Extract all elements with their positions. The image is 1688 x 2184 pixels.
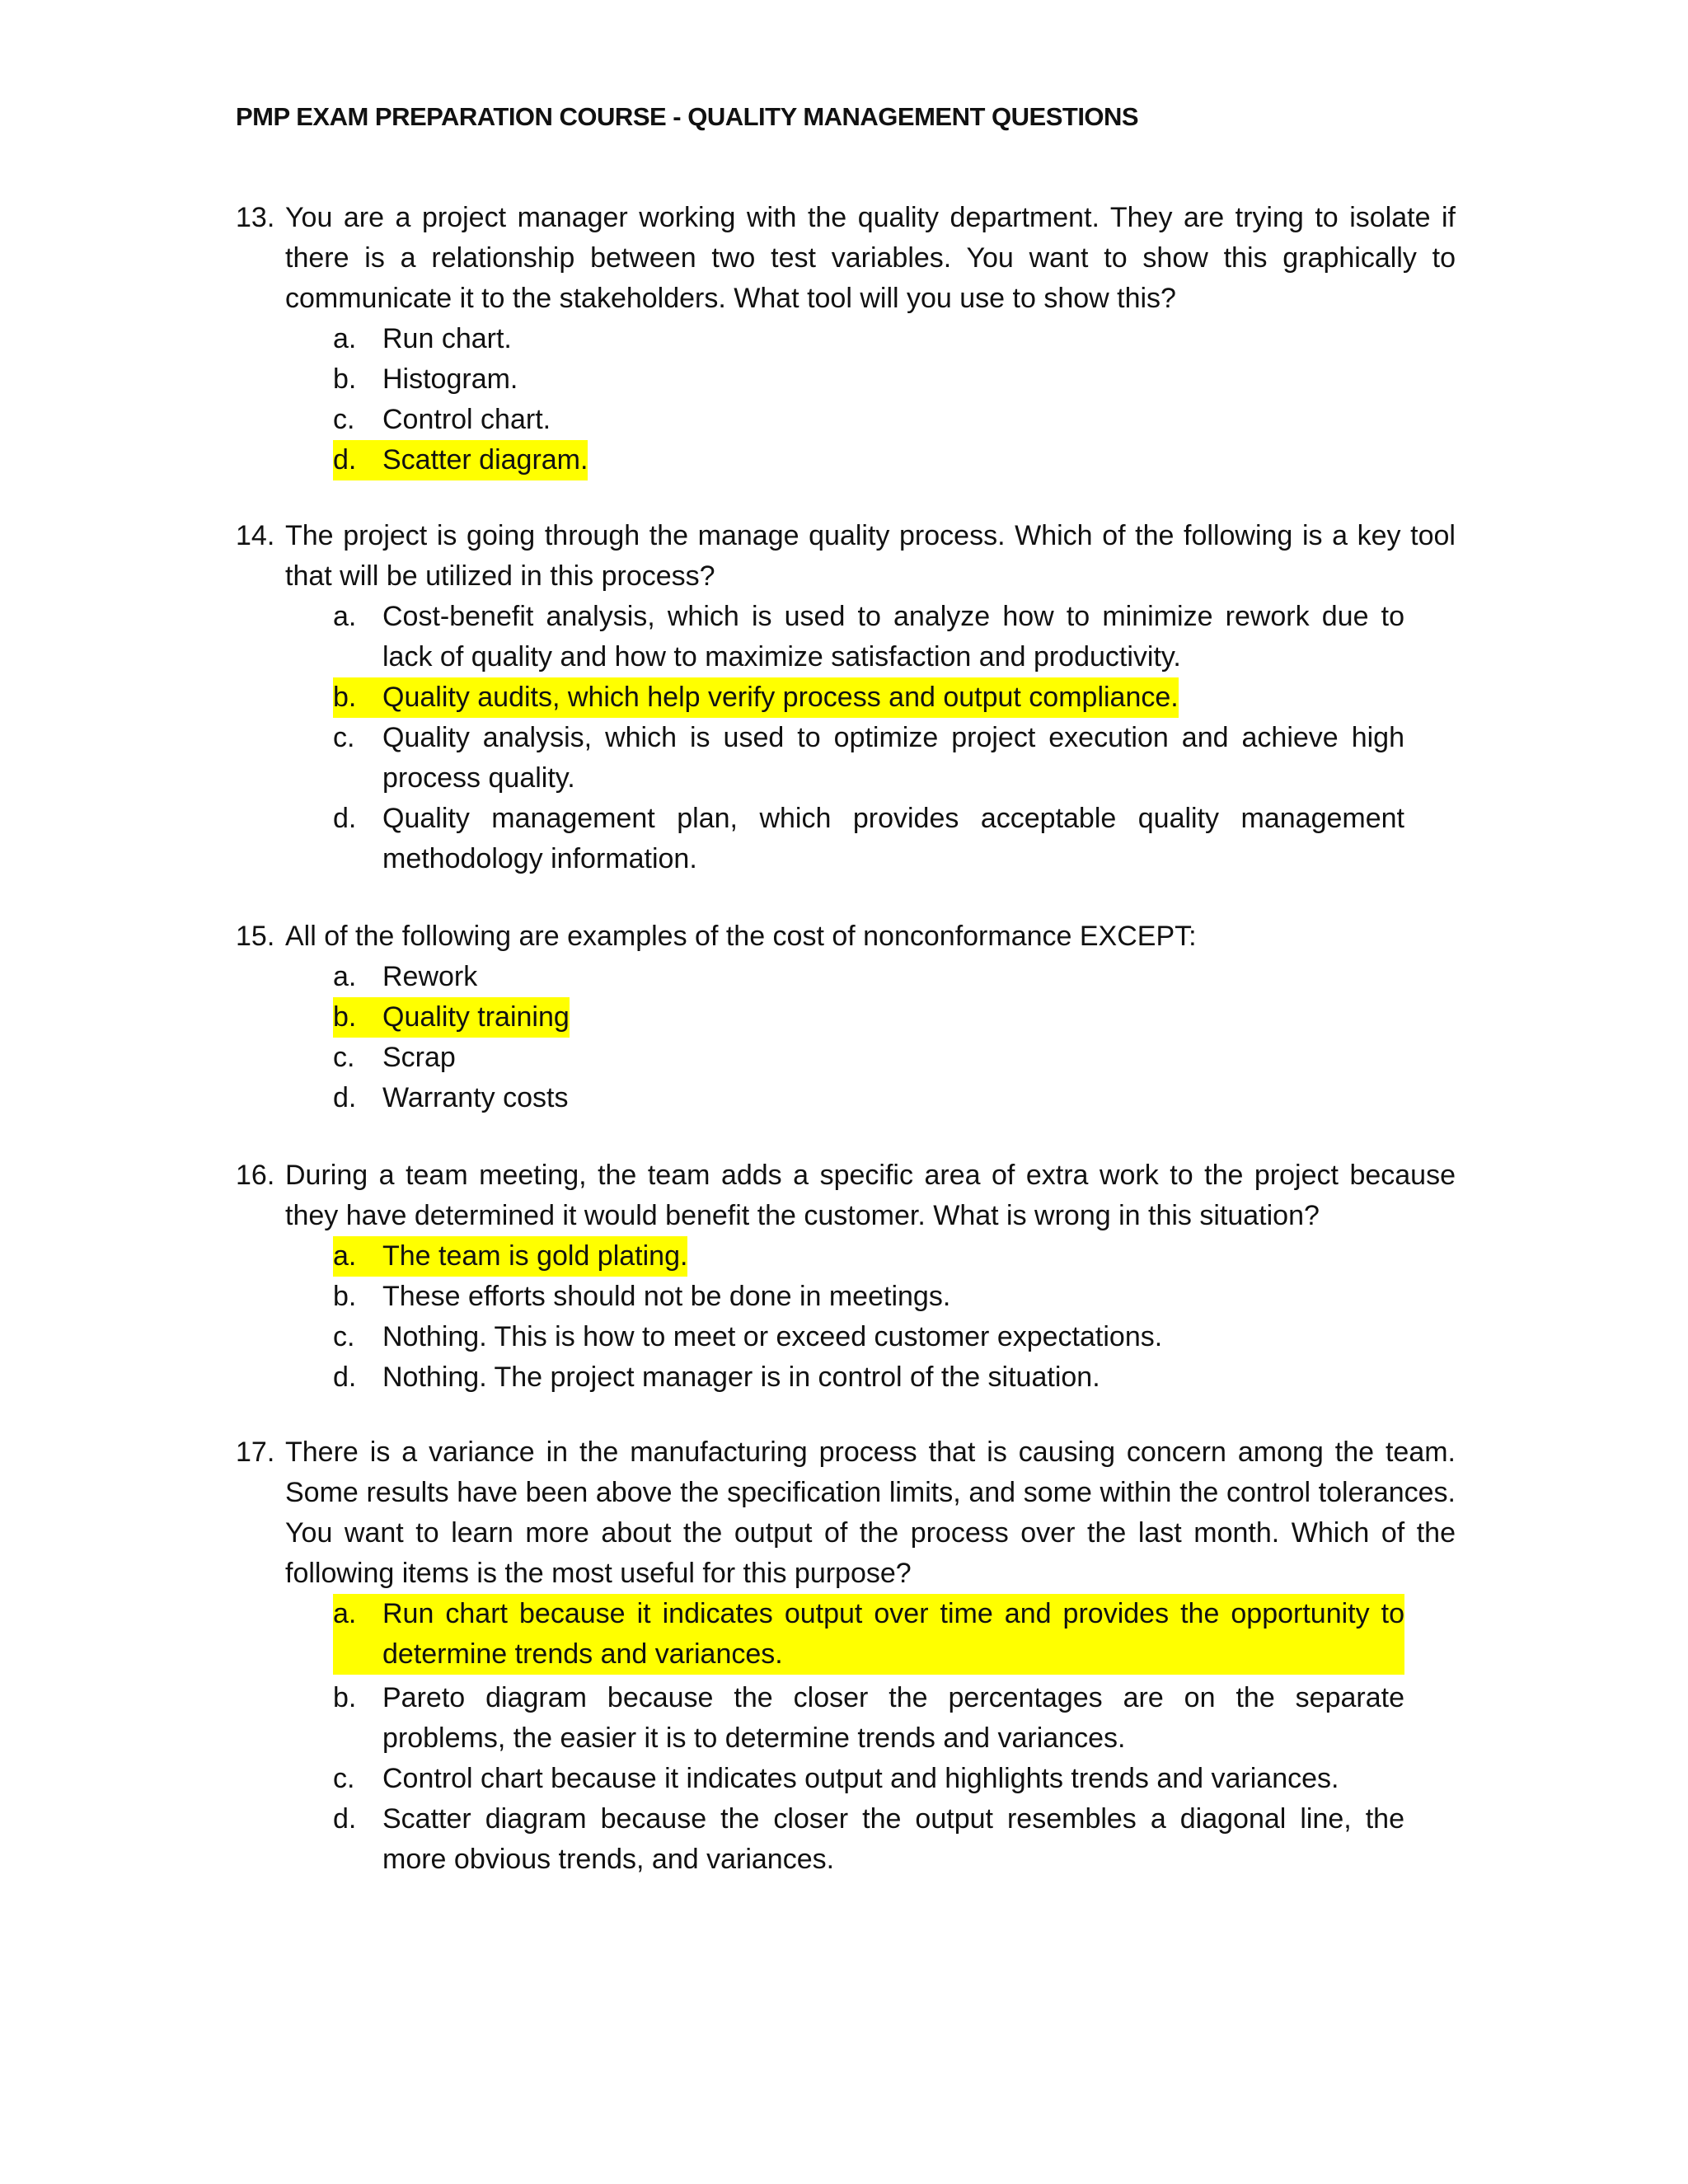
question-stem <box>236 1155 1456 1236</box>
answer-options <box>333 1236 1404 1398</box>
option-text: Run chart because it indicates output over time and provides the opportunity to determine trends and variances. <box>382 1598 1404 1670</box>
question-text: You are a project manager working with the quality department. They are trying to isolate if there is a relationship between two test variables. You want to show this graphically to communicate it to the stakeholders. What tool will you use to show this? <box>285 202 1456 314</box>
question-number: 15. <box>236 921 275 952</box>
option-text: Nothing. The project manager is in control of the situation. <box>382 1361 1100 1393</box>
answer-options <box>333 1594 1404 1880</box>
option-text: Control chart. <box>382 404 551 435</box>
answer-option <box>333 957 1404 997</box>
option-text: Cost-benefit analysis, which is used to analyze how to minimize rework due to lack of quality and how to maximize satisfaction and productivity. <box>382 601 1404 673</box>
answer-option <box>333 400 1404 440</box>
answer-options <box>333 319 1404 480</box>
question-14 <box>236 516 1456 879</box>
option-text: Warranty costs <box>382 1082 569 1113</box>
question-text: There is a variance in the manufacturing process that is causing concern among the team. Some results have been above the specification limits, and some within the control tolerances. You want to learn more about the output of the process over the last month. Which of the following items is the most useful for this purpose? <box>285 1436 1456 1589</box>
answer-option <box>333 1357 1404 1398</box>
answer-option <box>333 1759 1404 1799</box>
option-text: Run chart. <box>382 323 512 354</box>
option-text: Histogram. <box>382 363 518 395</box>
option-text: Quality management plan, which provides acceptable quality management methodology information. <box>382 803 1404 874</box>
question-stem <box>236 198 1456 319</box>
option-letter: b. <box>333 682 357 713</box>
option-letter: d. <box>333 1361 357 1393</box>
option-letter: c. <box>333 1763 355 1794</box>
option-text: Rework <box>382 961 478 992</box>
answer-option <box>333 1277 1404 1317</box>
option-text: The team is gold plating. <box>382 1240 688 1272</box>
option-letter: b. <box>333 1281 357 1312</box>
answer-option <box>333 597 1404 677</box>
option-text: Quality audits, which help verify process and output compliance. <box>382 682 1179 713</box>
question-number: 13. <box>236 202 275 233</box>
option-text: Quality analysis, which is used to optimize project execution and achieve high process quality. <box>382 722 1404 794</box>
answer-option <box>333 1678 1404 1759</box>
question-16 <box>236 1155 1456 1398</box>
option-letter: c. <box>333 1321 355 1352</box>
option-letter: a. <box>333 323 357 354</box>
option-letter: a. <box>333 601 357 632</box>
answer-option-highlighted <box>333 997 570 1038</box>
answer-option <box>333 359 1404 400</box>
option-letter: c. <box>333 722 355 753</box>
option-letter: d. <box>333 803 357 834</box>
question-stem <box>236 516 1456 597</box>
option-letter: d. <box>333 1803 357 1835</box>
answer-option <box>333 718 1404 799</box>
option-text: Scrap <box>382 1042 456 1073</box>
option-letter: b. <box>333 1682 357 1713</box>
option-letter: b. <box>333 1001 357 1033</box>
option-letter: a. <box>333 961 357 992</box>
question-number: 16. <box>236 1160 275 1191</box>
answer-option <box>333 799 1404 879</box>
question-13 <box>236 198 1456 480</box>
question-text: All of the following are examples of the cost of nonconformance EXCEPT: <box>285 921 1197 952</box>
option-text: Scatter diagram because the closer the output resembles a diagonal line, the more obvious trends, and variances. <box>382 1803 1404 1875</box>
answer-option <box>333 1799 1404 1880</box>
option-letter: d. <box>333 1082 357 1113</box>
option-text: Pareto diagram because the closer the percentages are on the separate problems, the easier it is to determine trends and variances. <box>382 1682 1404 1754</box>
option-letter: a. <box>333 1240 357 1272</box>
question-text: During a team meeting, the team adds a specific area of extra work to the project because they have determined it would benefit the customer. What is wrong in this situation? <box>285 1160 1456 1231</box>
answer-option <box>333 1317 1404 1357</box>
answer-option-highlighted <box>333 677 1179 718</box>
answer-option <box>333 1038 1404 1078</box>
option-text: Quality training <box>382 1001 570 1033</box>
question-stem <box>236 1432 1456 1594</box>
question-number: 14. <box>236 520 275 551</box>
question-stem <box>236 916 1456 957</box>
question-text: The project is going through the manage quality process. Which of the following is a key tool that will be utilized in this process? <box>285 520 1456 592</box>
option-text: These efforts should not be done in meetings. <box>382 1281 951 1312</box>
option-letter: a. <box>333 1598 357 1629</box>
answer-options <box>333 597 1404 879</box>
option-letter: d. <box>333 444 357 476</box>
option-letter: b. <box>333 363 357 395</box>
option-letter: c. <box>333 404 355 435</box>
document-title: PMP EXAM PREPARATION COURSE - QUALITY MANAGEMENT QUESTIONS <box>236 102 1139 131</box>
question-17 <box>236 1432 1456 1880</box>
answer-option-highlighted <box>333 440 588 480</box>
answer-options <box>333 957 1404 1118</box>
option-text: Nothing. This is how to meet or exceed customer expectations. <box>382 1321 1163 1352</box>
question-15 <box>236 916 1456 1118</box>
question-number: 17. <box>236 1436 275 1468</box>
answer-option-highlighted <box>333 1236 687 1277</box>
answer-option <box>333 1078 1404 1118</box>
option-text: Control chart because it indicates output and highlights trends and variances. <box>382 1763 1339 1794</box>
option-text: Scatter diagram. <box>382 444 588 476</box>
option-letter: c. <box>333 1042 355 1073</box>
answer-option-highlighted <box>333 1594 1404 1675</box>
answer-option <box>333 319 1404 359</box>
